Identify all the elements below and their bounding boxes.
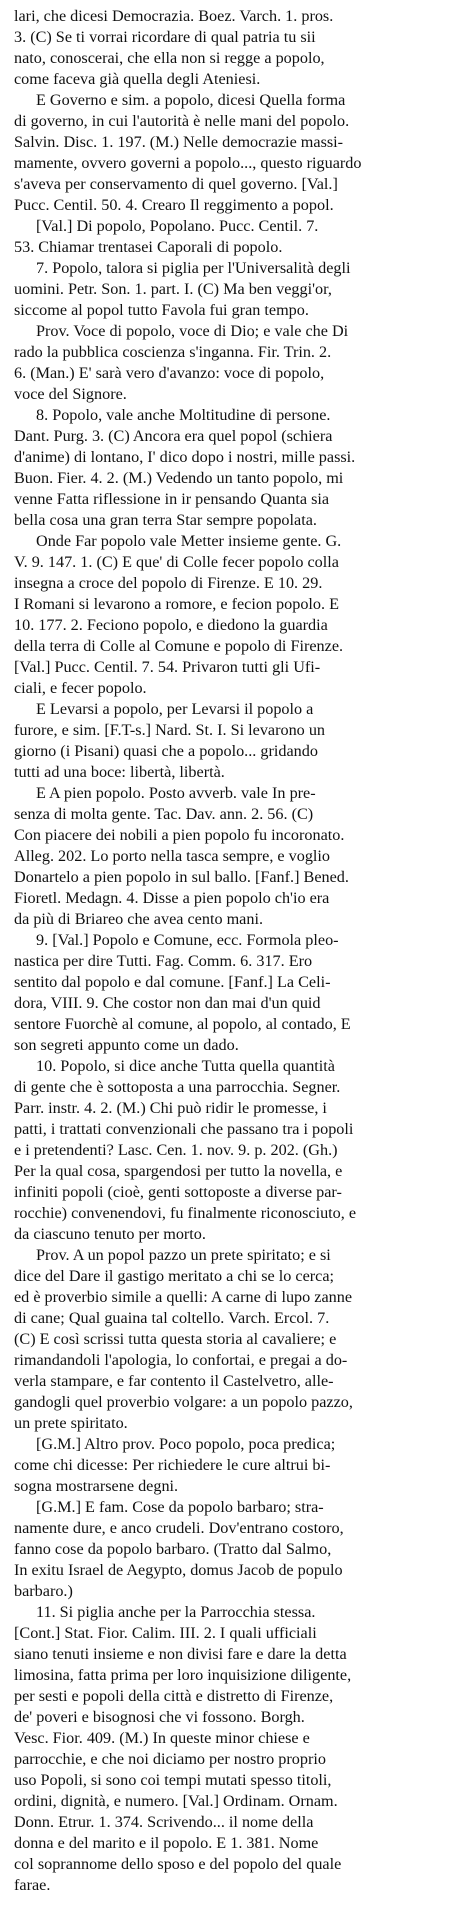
text-line: sentito dal popolo e dal comune. [Fanf.] La Celi-	[14, 973, 331, 991]
text-line: 10. Popolo, si dice anche Tutta quella quantità	[36, 1057, 335, 1075]
text-line: In exitu Israel de Aegypto, domus Jacob de populo	[14, 1561, 343, 1579]
text-line: donna e del marito e il popolo. E 1. 381. Nome	[14, 1834, 319, 1852]
text-line: tutti ad una boce: libertà, libertà.	[14, 763, 225, 781]
text-line: sentore Fuorchè al comune, al popolo, al contado, E	[14, 1015, 351, 1033]
text-line: barbaro.)	[14, 1582, 73, 1600]
text-line: Pucc. Centil. 50. 4. Crearo Il reggimento a popol.	[14, 196, 334, 214]
text-line: [Val.] Pucc. Centil. 7. 54. Privaron tutti gli Ufi-	[14, 658, 321, 676]
text-line: per sesti e popoli della città e distretto di Firenze,	[14, 1687, 334, 1705]
text-line: di gente che è sottoposta a una parrocchia. Segner.	[14, 1078, 341, 1096]
text-line: 8. Popolo, vale anche Moltitudine di persone.	[36, 406, 331, 424]
entry-text-column	[14, 6, 464, 1896]
text-line: bella cosa una gran terra Star sempre popolata.	[14, 511, 317, 529]
text-line: come faceva già quella degli Ateniesi.	[14, 70, 261, 88]
text-line: farae.	[14, 1876, 51, 1894]
text-line: Salvin. Disc. 1. 197. (M.) Nelle democrazie massi-	[14, 133, 344, 151]
text-line: ordini, dignità, e numero. [Val.] Ordinam. Ornam.	[14, 1792, 338, 1810]
text-line: s'aveva per conservamento di quel governo. [Val.]	[14, 175, 338, 193]
text-line: patti, i trattati convenzionali che passano tra i popoli	[14, 1120, 354, 1138]
text-line: come chi dicesse: Per richiedere le cure altrui bi-	[14, 1456, 331, 1474]
text-line: V. 9. 147. 1. (C) E que' di Colle fecer popolo colla	[14, 553, 339, 571]
text-line: Donartelo a pien popolo in sul ballo. [Fanf.] Bened.	[14, 868, 349, 886]
text-line: dice del Dare il gastigo meritato a chi se lo cerca;	[14, 1267, 335, 1285]
text-line: Fioretl. Medagn. 4. Disse a pien popolo ch'io era	[14, 889, 330, 907]
text-line: siano tenuti insieme e non divisi fare e dare la detta	[14, 1645, 347, 1663]
text-line: 10. 177. 2. Feciono popolo, e diedono la guardia	[14, 616, 328, 634]
text-line: di governo, in cui l'autorità è nelle mani del popolo.	[14, 112, 350, 130]
text-line: dora, VIII. 9. Che costor non dan mai d'un quid	[14, 994, 321, 1012]
text-line: 3. (C) Se ti vorrai ricordare di qual patria tu sii	[14, 28, 316, 46]
text-line: senza di molta gente. Tac. Dav. ann. 2. 56. (C)	[14, 805, 314, 823]
text-line: 6. (Man.) E' sarà vero d'avanzo: voce di popolo,	[14, 364, 325, 382]
text-line: verla stampare, e far contento il Castelvetro, alle-	[14, 1372, 334, 1390]
text-line: Parr. instr. 4. 2. (M.) Chi può ridir le promesse, i	[14, 1099, 327, 1117]
text-line: Vesc. Fior. 409. (M.) In queste minor chiese e	[14, 1729, 310, 1747]
text-line: limosina, fatta prima per loro inquisizione diligente,	[14, 1666, 352, 1684]
text-line: voce del Signore.	[14, 385, 127, 403]
text-line: rimandandoli l'apologia, lo confortai, e pregai a do-	[14, 1351, 348, 1369]
text-line: Alleg. 202. Lo porto nella tasca sempre, e voglio	[14, 847, 331, 865]
text-line: d'anime) di lontano, I' dico dopo i nostri, mille passi.	[14, 448, 356, 466]
text-line: gandogli quel proverbio volgare: a un popolo pazzo,	[14, 1393, 353, 1411]
text-line: insegna a croce del popolo di Firenze. E 10. 29.	[14, 574, 323, 592]
text-line: uso Popoli, si sono coi tempi mutati spesso titoli,	[14, 1771, 332, 1789]
text-line: ed è proverbio simile a quelli: A carne di lupo zanne	[14, 1288, 353, 1306]
text-line: 11. Si piglia anche per la Parrocchia stessa.	[36, 1603, 316, 1621]
text-line: [Cont.] Stat. Fior. Calim. III. 2. I quali ufficiali	[14, 1624, 317, 1642]
text-line: siccome al popol tutto Favola fui gran tempo.	[14, 301, 309, 319]
text-line: parrocchie, e che noi diciamo per nostro proprio	[14, 1750, 326, 1768]
text-line: da più di Briareo che avea cento mani.	[14, 910, 264, 928]
text-line: Dant. Purg. 3. (C) Ancora era quel popol (schiera	[14, 427, 333, 445]
text-line: Buon. Fier. 4. 2. (M.) Vedendo un tanto popolo, mi	[14, 469, 344, 487]
text-line: nastica per dire Tutti. Fag. Comm. 6. 317. Ero	[14, 952, 313, 970]
text-line: de' poveri e bisognosi che vi fossono. Borgh.	[14, 1708, 305, 1726]
text-line: nato, conoscerai, che ella non si regge a popolo,	[14, 49, 325, 67]
text-line: [Val.] Di popolo, Popolano. Pucc. Centil. 7.	[36, 217, 319, 235]
text-line: son segreti appunto come un dado.	[14, 1036, 239, 1054]
text-line: (C) E così scrissi tutta questa storia al cavaliere; e	[14, 1330, 337, 1348]
text-line: namente dure, e anco crudeli. Dov'entrano costoro,	[14, 1519, 344, 1537]
text-line: ciali, e fecer popolo.	[14, 679, 147, 697]
text-line: 7. Popolo, talora si piglia per l'Universalità degli	[36, 259, 351, 277]
text-line: della terra di Colle al Comune e popolo di Firenze.	[14, 637, 344, 655]
text-line: venne Fatta riflessione in ir pensando Quanta sia	[14, 490, 330, 508]
text-line: Onde Far popolo vale Metter insieme gente. G.	[36, 532, 342, 550]
text-line: I Romani si levarono a romore, e fecion popolo. E	[14, 595, 340, 613]
text-line: Prov. A un popol pazzo un prete spiritato; e si	[36, 1246, 331, 1264]
text-line: 9. [Val.] Popolo e Comune, ecc. Formola pleo-	[36, 931, 339, 949]
text-line: un prete spiritato.	[14, 1414, 128, 1432]
text-line: da ciascuno tenuto per morto.	[14, 1225, 206, 1243]
text-line: E Levarsi a popolo, per Levarsi il popolo a	[36, 700, 314, 718]
text-line: infiniti popoli (cioè, genti sottoposte a diverse par-	[14, 1183, 342, 1201]
text-line: giorno (i Pisani) quasi che a popolo... gridando	[14, 742, 318, 760]
text-line: Donn. Etrur. 1. 374. Scrivendo... il nome della	[14, 1813, 314, 1831]
text-line: Prov. Voce di popolo, voce di Dio; e vale che Di	[36, 322, 349, 340]
text-line: di cane; Qual guaina tal coltello. Varch. Ercol. 7.	[14, 1309, 330, 1327]
text-line: [G.M.] E fam. Cose da popolo barbaro; stra-	[36, 1498, 324, 1516]
text-line: rocchie) convenendovi, fu finalmente riconosciuto, e	[14, 1204, 357, 1222]
text-line: [G.M.] Altro prov. Poco popolo, poca predica;	[36, 1435, 336, 1453]
text-line: lari, che dicesi Democrazia. Boez. Varch. 1. pros.	[14, 7, 334, 25]
text-line: E A pien popolo. Posto avverb. vale In pre-	[36, 784, 316, 802]
text-line: mamente, ovvero governi a popolo..., questo riguardo	[14, 154, 362, 172]
text-line: fanno cose da popolo barbaro. (Tratto dal Salmo,	[14, 1540, 332, 1558]
text-line: E Governo e sim. a popolo, dicesi Quella forma	[36, 91, 346, 109]
text-line: uomini. Petr. Son. 1. part. I. (C) Ma ben veggi'or,	[14, 280, 332, 298]
text-line: 53. Chiamar trentasei Caporali di popolo.	[14, 238, 283, 256]
text-line: furore, e sim. [F.T-s.] Nard. St. I. Si levarono un	[14, 721, 326, 739]
text-line: Per la qual cosa, spargendosi per tutto la novella, e	[14, 1162, 343, 1180]
text-line: rado la pubblica coscienza s'inganna. Fir. Trin. 2.	[14, 343, 332, 361]
text-line: col soprannome dello sposo e del popolo del quale	[14, 1855, 342, 1873]
text-line: Con piacere dei nobili a pien popolo fu incoronato.	[14, 826, 345, 844]
text-line: sogna mostrarsene degni.	[14, 1477, 179, 1495]
text-line: e i pretendenti? Lasc. Cen. 1. nov. 9. p. 202. (Gh.)	[14, 1141, 338, 1159]
